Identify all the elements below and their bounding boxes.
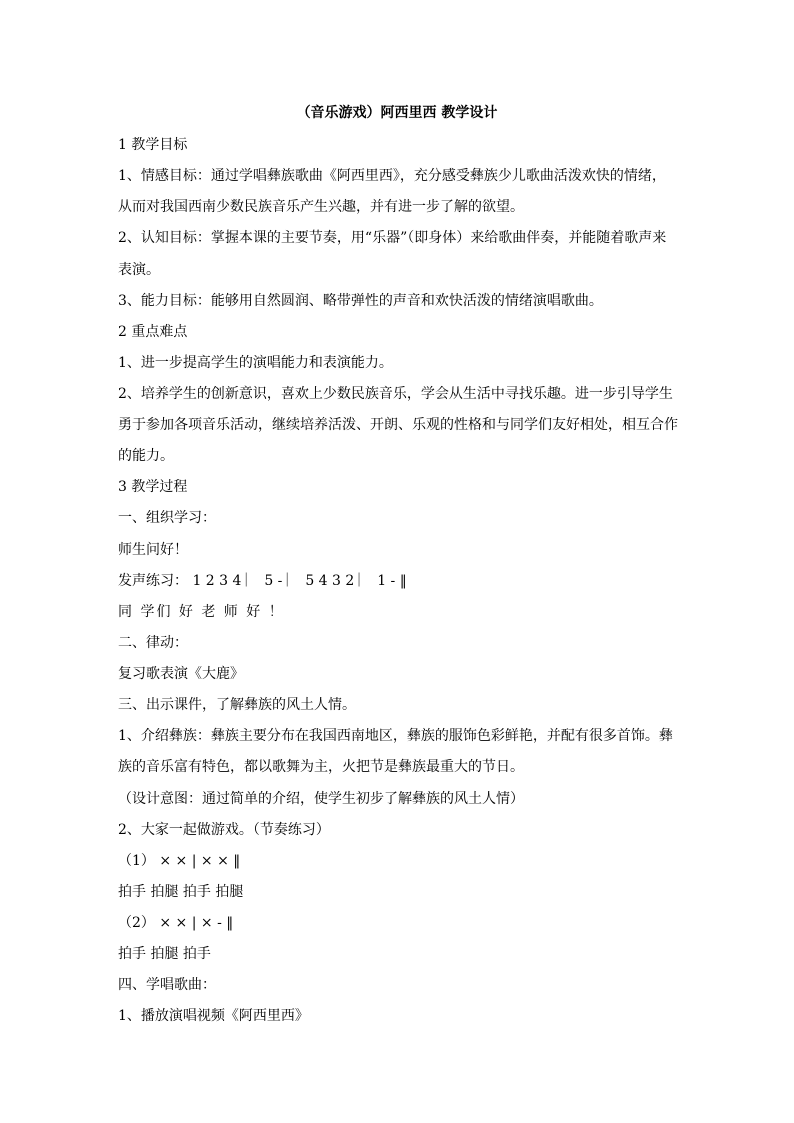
- paragraph-line: 1、进一步提高学生的演唱能力和表演能力。: [118, 355, 393, 371]
- paragraph-line: 复习歌表演《大鹿》: [118, 666, 244, 682]
- paragraph-line: 2、认知目标：掌握本课的主要节奏，用“乐器”（即身体）来给歌曲伴奏，并能随着歌声来: [118, 230, 667, 246]
- paragraph-line: 同 学们 好 老 师 好 ！: [118, 604, 285, 620]
- paragraph-line: 族的音乐富有特色，都以歌舞为主，火把节是彝族最重大的节日。: [118, 759, 524, 775]
- section-heading-objectives: 1 教学目标: [118, 137, 188, 153]
- paragraph-line: 表演。: [118, 262, 160, 278]
- paragraph-line: （2） × × | × - ‖: [118, 915, 234, 931]
- paragraph-line: 二、律动：: [118, 635, 188, 651]
- paragraph-line: （1） × × | × × ‖: [118, 853, 241, 869]
- paragraph-line: 拍手 拍腿 拍手: [118, 946, 211, 962]
- paragraph-line: 四、学唱歌曲：: [118, 977, 216, 993]
- document-title: （音乐游戏）阿西里西 教学设计: [296, 105, 498, 121]
- paragraph-line: 一、组织学习：: [118, 510, 216, 526]
- paragraph-line: 勇于参加各项音乐活动，继续培养活泼、开朗、乐观的性格和与同学们友好相处，相互合作: [118, 417, 678, 433]
- paragraph-line: 从而对我国西南少数民族音乐产生兴趣，并有进一步了解的欲望。: [118, 199, 524, 215]
- paragraph-line: 1、介绍彝族：彝族主要分布在我国西南地区，彝族的服饰色彩鲜艳，并配有很多首饰。彝: [118, 728, 673, 744]
- paragraph-line: 拍手 拍腿 拍手 拍腿: [118, 884, 244, 900]
- paragraph-line: 2、大家一起做游戏。（节奏练习）: [118, 822, 330, 838]
- paragraph-line: 发声练习： 1 2 3 4 ︳ 5 - ︳ 5 4 3 2 ︳ 1 - ‖: [118, 573, 407, 589]
- paragraph-line: 1、情感目标：通过学唱彝族歌曲《阿西里西》，充分感受彝族少儿歌曲活泼欢快的情绪，: [118, 168, 666, 184]
- paragraph-line: 的能力。: [118, 448, 174, 464]
- paragraph-line: 1、播放演唱视频《阿西里西》: [118, 1008, 309, 1024]
- section-heading-process: 3 教学过程: [118, 479, 188, 495]
- paragraph-line: 3、能力目标：能够用自然圆润、略带弹性的声音和欢快活泼的情绪演唱歌曲。: [118, 293, 603, 309]
- paragraph-line: 三、出示课件，了解彝族的风土人情。: [118, 697, 356, 713]
- paragraph-line: 2、培养学生的创新意识，喜欢上少数民族音乐，学会从生活中寻找乐趣。进一步引导学生: [118, 386, 673, 402]
- section-heading-key-points: 2 重点难点: [118, 324, 188, 340]
- paragraph-line: （设计意图：通过简单的介绍，使学生初步了解彝族的风土人情）: [118, 791, 524, 807]
- paragraph-line: 师生问好！: [118, 542, 188, 558]
